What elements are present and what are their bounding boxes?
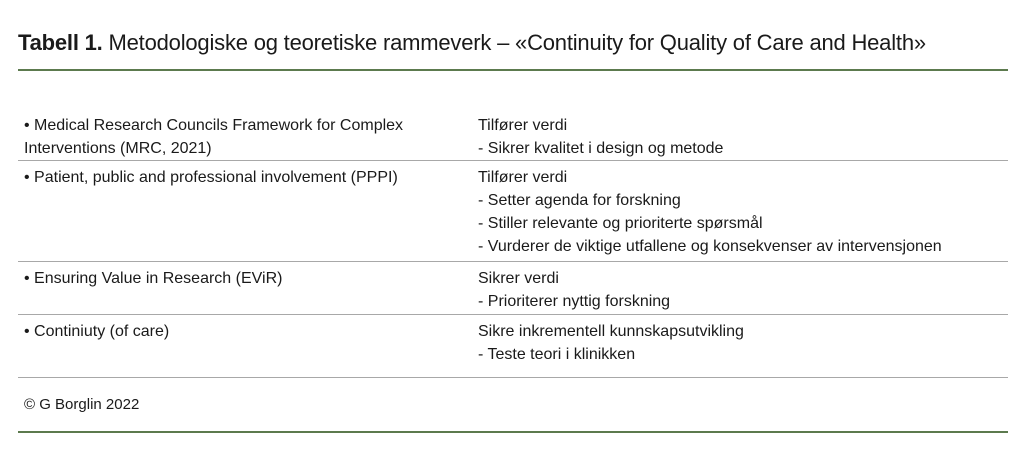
framework-cell [18, 267, 478, 314]
value-line: - Stiller relevante og prioriterte spørsmål [478, 215, 763, 232]
value-line: - Prioriterer nyttig forskning [478, 293, 671, 310]
framework-cell [18, 166, 478, 261]
framework-line: • Patient, public and professional involvement (PPPI) [24, 169, 398, 186]
value-line: Sikre inkrementell kunnskapsutvikling [478, 323, 744, 340]
framework-cell [18, 114, 478, 160]
value-line: Sikrer verdi [478, 270, 559, 287]
framework-line: • Continiuty (of care) [24, 323, 170, 340]
value-line: - Sikrer kvalitet i design og metode [478, 140, 724, 157]
value-cell [478, 166, 1008, 261]
top-divider [18, 69, 1008, 71]
table-row [18, 315, 1008, 378]
table-title [18, 28, 926, 58]
value-line: - Vurderer de viktige utfallene og konsekvenser av intervensjonen [478, 238, 942, 255]
bottom-divider [18, 431, 1008, 433]
table-row [18, 161, 1008, 262]
copyright-note: © G Borglin 2022 [24, 396, 140, 413]
value-line: - Teste teori i klinikken [478, 346, 636, 363]
document-page [18, 0, 1008, 455]
value-cell [478, 267, 1008, 314]
framework-line: • Ensuring Value in Research (EViR) [24, 270, 283, 287]
table-title-text: Metodologiske og teoretiske rammeverk – «Continuity for Quality of Care and Health» [102, 30, 926, 55]
table-title-label: Tabell 1. [18, 30, 103, 55]
framework-line: Interventions (MRC, 2021) [24, 140, 212, 157]
value-line: - Setter agenda for forskning [478, 192, 681, 209]
value-cell [478, 320, 1008, 377]
value-line: Tilfører verdi [478, 169, 568, 186]
value-line: Tilfører verdi [478, 117, 568, 134]
table-row [18, 262, 1008, 315]
value-cell [478, 114, 1008, 160]
table-row [18, 112, 1008, 161]
framework-table [18, 112, 1008, 378]
framework-cell [18, 320, 478, 377]
framework-line: • Medical Research Councils Framework for Complex [24, 117, 404, 134]
